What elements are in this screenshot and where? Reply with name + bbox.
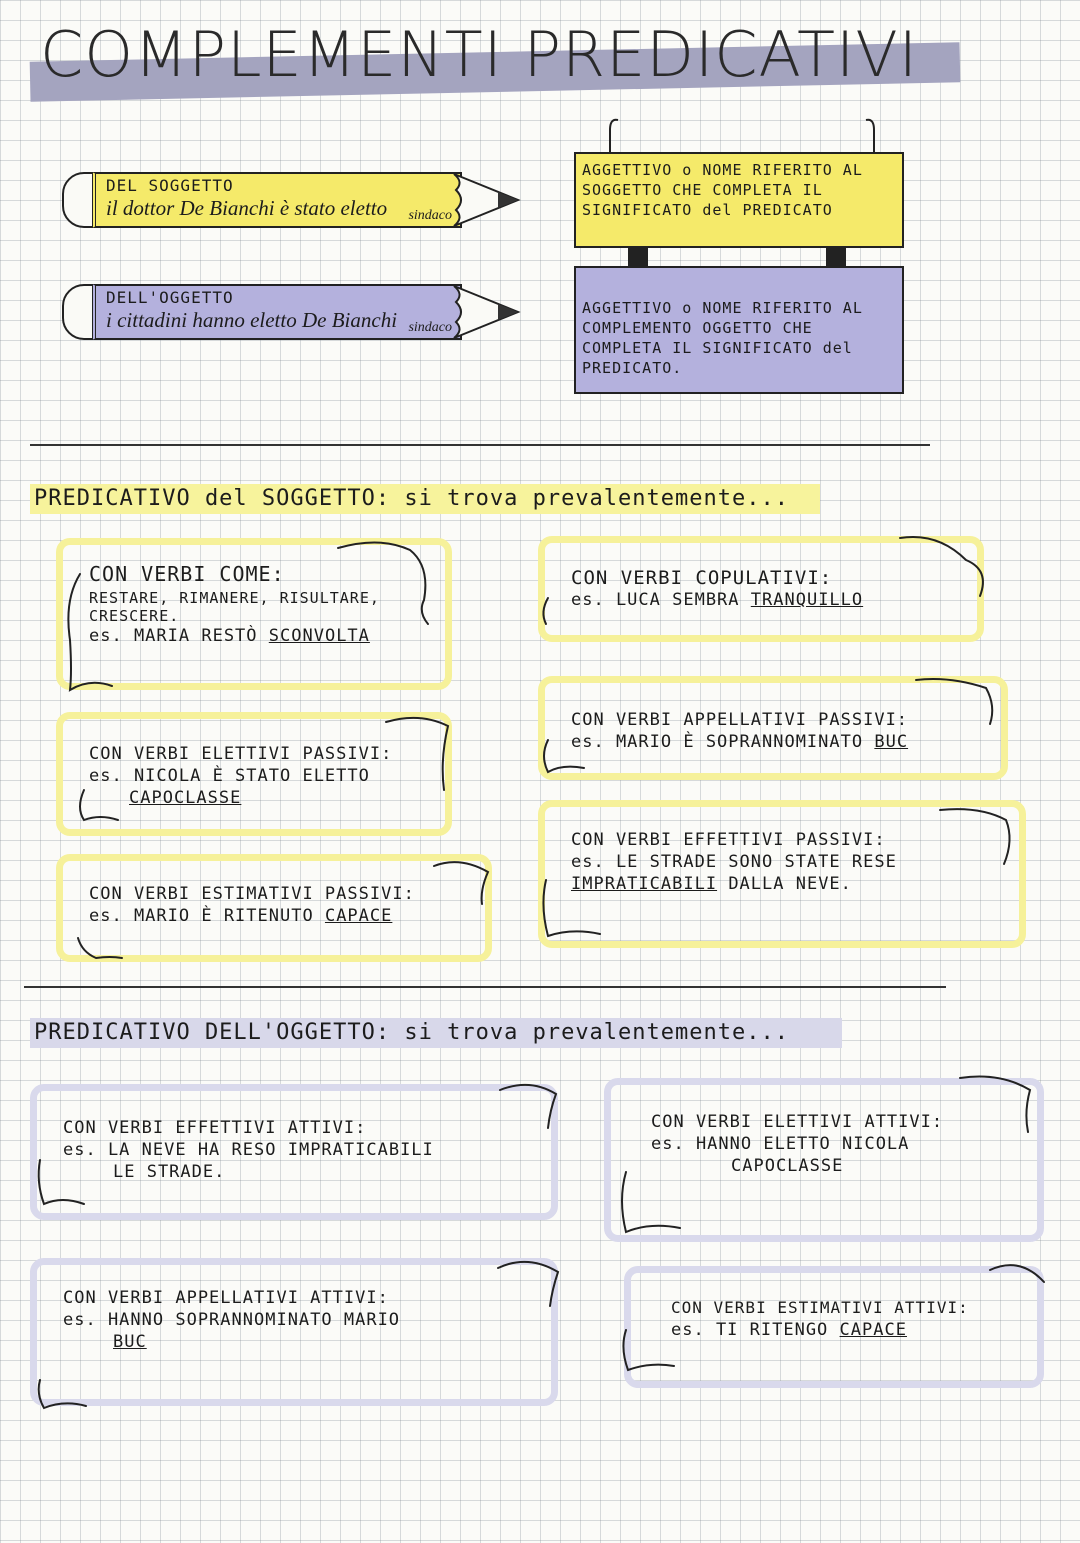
rule-box bbox=[604, 1078, 1044, 1242]
rule-box bbox=[30, 1258, 558, 1406]
rule-highlight: SCONVOLTA bbox=[268, 626, 370, 646]
rule-tail: LE STRADE. bbox=[113, 1162, 226, 1182]
rule-highlight: BUC bbox=[113, 1332, 147, 1352]
rule-example: es. LE STRADE SONO STATE RESE bbox=[571, 852, 897, 872]
rule-highlight: CAPACE bbox=[324, 906, 393, 926]
rule-example: es. TI RITENGO bbox=[671, 1320, 829, 1340]
rule-title: CON VERBI ELETTIVI PASSIVI: bbox=[89, 744, 393, 764]
definition-sign-subject: AGGETTIVO o NOME RIFERITO AL SOGGETTO CHE COMPLETA IL SIGNIFICATO del PREDICATO bbox=[574, 152, 904, 248]
pencil-object bbox=[62, 284, 522, 340]
rule-highlight: CAPOCLASSE bbox=[129, 788, 242, 808]
rule-box bbox=[624, 1266, 1044, 1388]
sign-post bbox=[826, 248, 846, 268]
rule-box bbox=[538, 676, 1008, 780]
rule-highlight: CAPOCLASSE bbox=[731, 1156, 844, 1176]
rule-box bbox=[30, 1084, 558, 1220]
divider bbox=[24, 986, 946, 988]
sign-hanger-icon bbox=[570, 112, 910, 152]
pencil-subject bbox=[62, 172, 522, 228]
rule-box bbox=[56, 712, 452, 836]
rule-example: es. HANNO ELETTO NICOLA bbox=[651, 1134, 910, 1154]
pencil-example: i cittadini hanno eletto De Bianchi bbox=[106, 308, 398, 332]
section-heading-object: PREDICATIVO DELL'OGGETTO: si trova prevalentemente... bbox=[34, 1020, 789, 1045]
definition-sign-object: AGGETTIVO o NOME RIFERITO AL COMPLEMENTO OGGETTO CHE COMPLETA IL SIGNIFICATO del PREDICATO. bbox=[574, 266, 904, 394]
rule-title: CON VERBI APPELLATIVI PASSIVI: bbox=[571, 710, 909, 730]
rule-box bbox=[56, 854, 492, 962]
pencil-label: DEL SOGGETTO bbox=[106, 176, 234, 195]
rule-title: CON VERBI COME: bbox=[89, 562, 285, 586]
sign-post bbox=[628, 248, 648, 268]
rule-title: CON VERBI COPULATIVI: bbox=[571, 567, 833, 589]
pencil-label: DELL'OGGETTO bbox=[106, 288, 234, 307]
rule-example: es. NICOLA È STATO ELETTO bbox=[89, 766, 370, 786]
rule-highlight: IMPRATICABILI bbox=[571, 874, 718, 894]
rule-highlight: TRANQUILLO bbox=[750, 590, 864, 610]
rule-box bbox=[538, 536, 984, 642]
rule-example: es. LUCA SEMBRA bbox=[571, 590, 740, 610]
rule-example: es. LA NEVE HA RESO bbox=[63, 1140, 277, 1160]
rule-example: es. HANNO SOPRANNOMINATO MARIO bbox=[63, 1310, 401, 1330]
rule-highlight: CAPACE bbox=[839, 1320, 907, 1340]
rule-title: CON VERBI EFFETTIVI ATTIVI: bbox=[63, 1118, 367, 1138]
rule-box bbox=[56, 538, 452, 690]
rule-title: CON VERBI ESTIMATIVI ATTIVI: bbox=[671, 1298, 969, 1317]
divider bbox=[30, 444, 930, 446]
rule-title: CON VERBI EFFETTIVI PASSIVI: bbox=[571, 830, 886, 850]
pencil-tip-icon bbox=[452, 172, 522, 228]
rule-example: es. MARIO È SOPRANNOMINATO bbox=[571, 732, 864, 752]
rule-highlight: BUC bbox=[874, 732, 909, 752]
pencil-tip-icon bbox=[452, 284, 522, 340]
rule-title: CON VERBI APPELLATIVI ATTIVI: bbox=[63, 1288, 389, 1308]
rule-example: es. MARIO È RITENUTO bbox=[89, 906, 314, 926]
rule-tail: DALLA NEVE. bbox=[728, 874, 852, 894]
rule-highlight: IMPRATICABILI bbox=[287, 1140, 434, 1160]
rule-example: es. MARIA RESTÒ bbox=[89, 626, 258, 646]
pencil-example-end: sindaco bbox=[408, 320, 452, 335]
rule-body: RESTARE, RIMANERE, RISULTARE, CRESCERE. bbox=[89, 589, 380, 625]
page-title: COMPLEMENTI PREDICATIVI bbox=[40, 18, 919, 91]
pencil-example-end: sindaco bbox=[408, 208, 452, 223]
rule-box bbox=[538, 800, 1026, 948]
rule-title: CON VERBI ELETTIVI ATTIVI: bbox=[651, 1112, 944, 1132]
section-heading-subject: PREDICATIVO del SOGGETTO: si trova prevalentemente... bbox=[34, 486, 789, 511]
pencil-example: il dottor De Bianchi è stato eletto bbox=[106, 196, 388, 220]
rule-title: CON VERBI ESTIMATIVI PASSIVI: bbox=[89, 884, 415, 904]
